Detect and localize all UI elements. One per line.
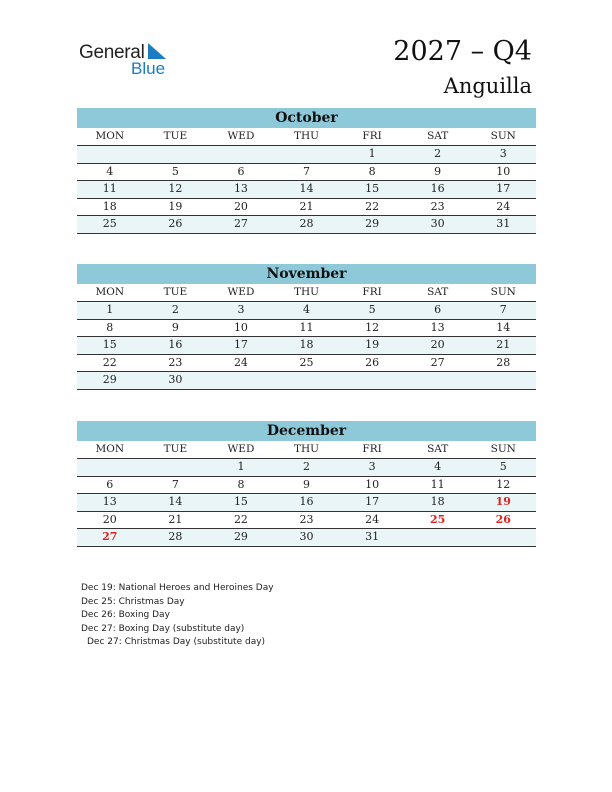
day-cell: 8 [106, 320, 114, 334]
day-cell: 24 [365, 512, 380, 526]
week-row [77, 199, 536, 217]
day-cell: 1 [106, 303, 114, 316]
week-row [77, 512, 536, 530]
day-cell: 30 [168, 373, 183, 386]
week-row [77, 459, 536, 477]
day-cell: 22 [102, 355, 117, 369]
day-cell: 4 [434, 460, 442, 473]
day-cell [405, 529, 471, 546]
weekday-label: TUE [163, 443, 188, 455]
day-cell: 30 [299, 530, 314, 543]
day-cell: 15 [102, 338, 117, 351]
week-row [77, 181, 536, 199]
day-cell: 14 [168, 495, 183, 508]
weekday-label: WED [227, 286, 255, 298]
day-cell [208, 372, 274, 389]
country-name: Anguilla [443, 74, 532, 98]
weekday-header-row [77, 128, 536, 146]
day-cell: 21 [496, 338, 511, 351]
day-cell [470, 372, 536, 389]
day-cell: 26 [365, 355, 380, 369]
month-title: November [77, 264, 536, 284]
day-cell: 16 [299, 495, 314, 508]
day-cell: 6 [237, 164, 245, 178]
month-october [77, 108, 536, 234]
weekday-label: THU [294, 130, 320, 142]
day-cell: 13 [233, 182, 248, 195]
day-cell: 24 [496, 199, 511, 213]
day-cell: 30 [430, 217, 445, 230]
weekday-label: MON [95, 443, 125, 455]
month-december [77, 421, 536, 547]
day-cell: 9 [171, 320, 179, 334]
day-cell: 7 [303, 164, 311, 178]
day-cell: 20 [233, 199, 248, 213]
week-row [77, 477, 536, 495]
day-cell: 29 [102, 373, 117, 386]
day-cell: 28 [168, 530, 183, 543]
day-cell: 20 [430, 338, 445, 351]
day-cell: 12 [496, 477, 511, 491]
weekday-label: THU [294, 286, 320, 298]
day-cell [143, 146, 209, 163]
day-cell [208, 146, 274, 163]
weekday-label: FRI [362, 286, 382, 298]
day-cell: 27 [430, 355, 445, 369]
day-cell: 28 [299, 217, 314, 230]
weekday-label: MON [95, 286, 125, 298]
day-cell: 29 [233, 530, 248, 543]
weekday-label: TUE [163, 286, 188, 298]
weekday-label: FRI [362, 443, 382, 455]
week-row [77, 529, 536, 547]
week-row [77, 216, 536, 234]
day-cell: 6 [434, 303, 442, 316]
day-cell: 7 [499, 303, 507, 316]
day-cell: 4 [106, 164, 114, 178]
day-cell: 21 [299, 199, 314, 213]
week-row [77, 164, 536, 182]
weekday-header-row [77, 441, 536, 459]
day-cell [77, 146, 143, 163]
weekday-label: TUE [163, 130, 188, 142]
week-row [77, 302, 536, 320]
day-cell: 23 [299, 512, 314, 526]
holiday-notes [81, 582, 274, 650]
week-row [77, 320, 536, 338]
day-cell: 24 [233, 355, 248, 369]
day-cell: 13 [430, 320, 445, 334]
day-cell: 10 [233, 320, 248, 334]
day-cell: 5 [368, 303, 376, 316]
weekday-label: SUN [490, 443, 516, 455]
holiday-note: Dec 26: Boxing Day [81, 610, 170, 620]
day-cell: 18 [430, 495, 445, 508]
day-cell: 21 [168, 512, 183, 526]
day-cell: 31 [365, 530, 380, 543]
day-cell [143, 459, 209, 476]
day-cell: 29 [365, 217, 380, 230]
day-cell: 23 [168, 355, 183, 369]
day-cell: 5 [499, 460, 507, 473]
day-cell: 16 [430, 182, 445, 195]
day-cell: 1 [237, 460, 245, 473]
day-cell: 8 [368, 164, 376, 178]
day-cell: 9 [303, 477, 311, 491]
day-cell: 17 [365, 495, 380, 508]
day-cell [77, 459, 143, 476]
day-cell: 4 [303, 303, 311, 316]
day-cell: 18 [102, 199, 117, 213]
day-cell: 11 [430, 477, 445, 491]
day-cell: 7 [171, 477, 179, 491]
day-cell: 10 [365, 477, 380, 491]
day-cell: 2 [171, 303, 179, 316]
weekday-label: FRI [362, 130, 382, 142]
day-cell: 19 [365, 338, 380, 351]
day-cell: 25 [102, 217, 117, 230]
weekday-label: MON [95, 130, 125, 142]
day-cell: 2 [303, 460, 311, 473]
holiday-note: Dec 27: Boxing Day (substitute day) [81, 623, 245, 634]
holiday-date: 27 [102, 530, 118, 543]
holiday-date: 26 [495, 512, 511, 526]
weekday-label: SAT [427, 130, 449, 142]
day-cell: 1 [368, 147, 376, 160]
day-cell [274, 372, 340, 389]
day-cell: 11 [299, 320, 314, 334]
day-cell: 11 [102, 182, 117, 195]
month-title: October [77, 108, 536, 128]
weekday-label: SAT [427, 443, 449, 455]
holiday-note: Dec 27: Christmas Day (substitute day) [87, 637, 266, 647]
weekday-label: THU [294, 443, 320, 455]
day-cell: 13 [102, 495, 117, 508]
day-cell: 12 [168, 182, 183, 195]
day-cell: 15 [365, 182, 380, 195]
day-cell: 22 [233, 512, 248, 526]
day-cell: 14 [496, 320, 511, 334]
month-november [77, 264, 536, 390]
weekday-label: WED [227, 443, 255, 455]
week-row [77, 355, 536, 373]
weekday-label: SUN [490, 286, 516, 298]
day-cell: 6 [106, 477, 114, 491]
month-title: December [77, 421, 536, 441]
day-cell: 31 [496, 217, 511, 230]
brand-word-blue: Blue [131, 59, 166, 78]
page-title: 2027 – Q4 [393, 36, 532, 67]
weekday-label: SAT [427, 286, 449, 298]
day-cell: 3 [499, 147, 507, 160]
weekday-label: WED [227, 130, 255, 142]
weekday-header-row [77, 284, 536, 302]
day-cell: 22 [365, 199, 380, 213]
day-cell: 20 [102, 512, 117, 526]
weekday-label: SUN [490, 130, 516, 142]
brand-logo [79, 40, 179, 80]
day-cell [405, 372, 471, 389]
day-cell [274, 146, 340, 163]
holiday-note: Dec 19: National Heroes and Heroines Day [81, 583, 274, 593]
day-cell: 25 [299, 355, 314, 369]
day-cell: 9 [434, 164, 442, 178]
day-cell: 10 [496, 164, 511, 178]
week-row [77, 146, 536, 164]
day-cell: 17 [233, 338, 248, 351]
holiday-date: 19 [495, 495, 511, 508]
day-cell: 18 [299, 338, 314, 351]
day-cell: 2 [434, 147, 442, 160]
day-cell: 8 [237, 477, 245, 491]
day-cell: 14 [299, 182, 314, 195]
week-row [77, 372, 536, 390]
day-cell: 26 [168, 217, 183, 230]
holiday-date: 25 [430, 512, 446, 526]
day-cell: 5 [171, 164, 179, 178]
day-cell [339, 372, 405, 389]
week-row [77, 494, 536, 512]
day-cell: 15 [233, 495, 248, 508]
week-row [77, 337, 536, 355]
holiday-note: Dec 25: Christmas Day [81, 596, 185, 607]
day-cell [470, 529, 536, 546]
day-cell: 3 [237, 303, 245, 316]
day-cell: 16 [168, 338, 183, 351]
day-cell: 28 [496, 355, 511, 369]
day-cell: 23 [430, 199, 445, 213]
day-cell: 19 [168, 199, 183, 213]
day-cell: 12 [365, 320, 380, 334]
day-cell: 3 [368, 460, 376, 473]
day-cell: 17 [496, 182, 511, 195]
day-cell: 27 [233, 217, 248, 230]
brand-word-general: General [79, 42, 145, 63]
